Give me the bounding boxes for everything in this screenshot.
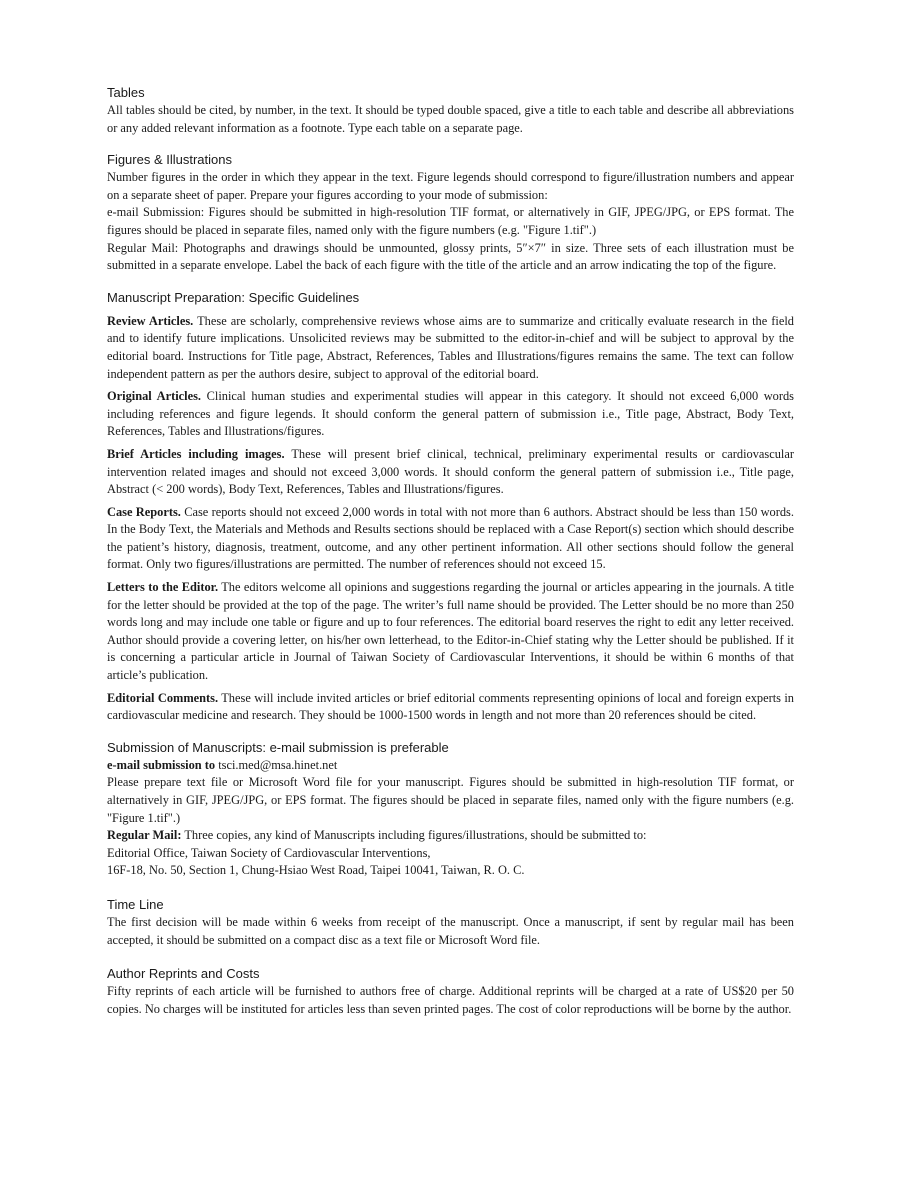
figures-intro: Number figures in the order in which they appear in the text. Figure legends should correspond to figure/illustration numbers and appear on a separate sheet of paper. Prepare your figures according to your mode of submission: [107, 170, 794, 202]
original-articles-paragraph [107, 388, 794, 441]
brief-articles-body: These will present brief clinical, technical, preliminary experimental results or cardiovascular intervention related images and should not exceed 3,000 words. It should conform the general pattern of submission i.e., Title page, Abstract (< 200 words), Body Text, References, Tables and Illustrations/figures. [107, 446, 794, 497]
editorial-comments-body: These will include invited articles or brief editorial comments representing opinions of local and foreign experts in cardiovascular medicine and research. They should be 1000-1500 words in length and not more than 20 references should be cited. [107, 690, 794, 723]
submission-heading: Submission of Manuscripts: e-mail submission is preferable [107, 739, 449, 755]
review-articles-label: Review Articles. [107, 313, 194, 328]
timeline-section [107, 896, 794, 949]
case-reports-body: Case reports should not exceed 2,000 words in total with not more than 6 authors. Abstract should be less than 150 words. In the Body Text, the Materials and Methods and Results sections should be replaced with a Case Report(s) section which should describe the patient’s history, diagnosis, treatment, outcome, and any other pertinent information. All other sections should follow the general format. Only two figures/illustrations are permitted. The number of references should not exceed 15. [107, 504, 794, 572]
editorial-comments-paragraph [107, 690, 794, 725]
reprints-heading: Author Reprints and Costs [107, 966, 260, 982]
email-submission-label: e-mail submission to [107, 757, 216, 772]
tables-body: All tables should be cited, by number, in the text. It should be typed double spaced, give a title to each table and describe all abbreviations or any added relevant information as a footnote. Type each table on a separate page. [107, 103, 794, 135]
case-reports-paragraph [107, 504, 794, 574]
letters-body: The editors welcome all opinions and suggestions regarding the journal or articles appearing in the journals. A title for the letter should be provided at the top of the page. The writer’s full name should be provided. The Letter should be no more than 250 words long and may include one table or figure and up to four references. The editorial board reserves the right to edit any letter received. Author should provide a covering letter, on his/her own letterhead, to the Editor-in-Chief stating why the Letter should be published. If it is concerning a particular article in Journal of Taiwan Society of Cardiovascular Interventions, it should be within 6 months of that article’s publication. [107, 580, 794, 683]
review-articles-paragraph [107, 313, 794, 383]
figures-mail: Regular Mail: Photographs and drawings should be unmounted, glossy prints, 5″×7″ in size. Three sets of each illustration must be submitted in a separate envelope. Label the back of each figure with the title of the article and an arrow indicating the top of the figure. [107, 240, 794, 273]
case-reports-label: Case Reports. [107, 504, 181, 519]
figures-section [107, 151, 794, 275]
figures-heading: Figures & Illustrations [107, 152, 232, 168]
tables-section [107, 84, 794, 137]
email-submission-line [107, 757, 794, 775]
letters-label: Letters to the Editor. [107, 580, 219, 595]
brief-articles-label: Brief Articles including images. [107, 446, 285, 461]
figures-email: e-mail Submission: Figures should be submitted in high-resolution TIF format, or alternatively in GIF, JPEG/JPG, or EPS format. The figures should be placed in separate files, named only with the figure numbers (e.g. "Figure 1.tif".) [107, 205, 794, 237]
regular-mail-body: Three copies, any kind of Manuscripts including figures/illustrations, should be submitted to: [181, 828, 647, 843]
timeline-heading: Time Line [107, 896, 164, 912]
editorial-comments-label: Editorial Comments. [107, 690, 219, 705]
address-line-2: 16F-18, No. 50, Section 1, Chung-Hsiao West Road, Taipei 10041, Taiwan, R. O. C. [107, 863, 525, 878]
tables-heading: Tables [107, 85, 145, 100]
regular-mail-line [107, 827, 794, 845]
email-submission-body: Please prepare text file or Microsoft Word file for your manuscript. Figures should be submitted in high-resolution TIF format, or alternatively in GIF, JPEG/JPG, or EPS format. The figures should be placed in separate files, named only with the figure numbers (e.g. "Figure 1.tif".) [107, 775, 794, 825]
regular-mail-label: Regular Mail: [107, 828, 182, 843]
original-articles-label: Original Articles. [107, 389, 202, 404]
specific-guidelines-heading: Manuscript Preparation: Specific Guidelines [107, 289, 360, 305]
timeline-body: The first decision will be made within 6 weeks from receipt of the manuscript. Once a manuscript, if sent by regular mail has been accepted, it should be submitted on a compact disc as a text file or Microsoft Word file. [107, 914, 794, 947]
review-articles-body: These are scholarly, comprehensive reviews whose aims are to summarize and critically evaluate research in the field and to identify future implications. Unsolicited reviews may be submitted to the editor-in-chief and will be subject to approval by the editorial board. Instructions for Title page, Abstract, References, Tables and Illustrations/figures remains the same. The text can follow independent pattern as per the authors desire, subject to approval of the editorial board. [107, 313, 794, 381]
letters-paragraph [107, 579, 794, 685]
specific-guidelines-section [107, 289, 794, 725]
reprints-section [107, 965, 794, 1018]
submission-section [107, 739, 794, 880]
brief-articles-paragraph [107, 446, 794, 499]
reprints-body: Fifty reprints of each article will be furnished to authors free of charge. Additional reprints will be charged at a rate of US$20 per 50 copies. No charges will be instituted for articles less than seven printed pages. The cost of color reproductions will be borne by the author. [107, 984, 794, 1016]
email-address: tsci.med@msa.hinet.net [215, 757, 338, 772]
address-line-1: Editorial Office, Taiwan Society of Cardiovascular Interventions, [107, 845, 431, 860]
original-articles-body: Clinical human studies and experimental studies will appear in this category. It should not exceed 6,000 words including references and figure legends. It should conform the general pattern of submission i.e., Title page, Abstract, Body Text, References, Tables and Illustrations/figures. [107, 389, 795, 439]
